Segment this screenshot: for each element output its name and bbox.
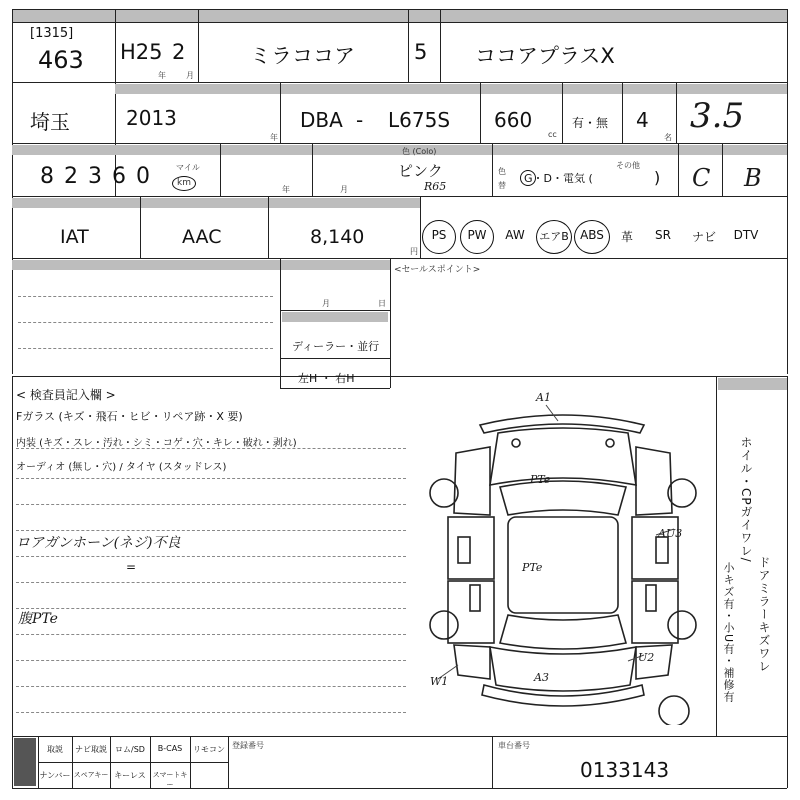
inspector-line1: Fガラス (キズ・飛石・ヒビ・リペア跡・X 要) [16, 410, 243, 423]
fuel-close: ) [654, 168, 661, 187]
rule [787, 736, 788, 788]
dotted-line [16, 660, 406, 661]
fuel: G・D・電気 ( [524, 172, 593, 185]
front-right-light [606, 439, 614, 447]
dotted-line [16, 634, 406, 635]
year-unit: 年 [270, 133, 278, 142]
chassis-number-label: 車台番号 [498, 741, 530, 750]
sidebar-note-1: ホイル・CPガイワレ/ [739, 436, 753, 563]
dotted-line [16, 712, 406, 713]
dotted-line [16, 556, 406, 557]
score: 3.5 [690, 96, 745, 136]
inspect-month-unit: 月 [340, 185, 348, 194]
rear-window [500, 615, 626, 649]
grade: ココアプラスX [475, 44, 615, 68]
inspector-heading: < 検査員記入欄 > [16, 388, 116, 402]
trunk [490, 647, 636, 691]
mark-a1: A1 [536, 391, 551, 404]
rule [440, 9, 441, 83]
dotted-line [16, 504, 406, 505]
mileage: 82360 [40, 164, 160, 189]
rule [480, 82, 481, 144]
header-band-row1 [12, 10, 787, 22]
header-band-row5 [12, 260, 390, 270]
rule [12, 82, 787, 83]
dotted-line [16, 582, 406, 583]
option-ps: PS [431, 228, 447, 242]
rule [408, 9, 409, 83]
chassis-prefix: DBA [300, 108, 343, 132]
item-spare-key: スペアキー [73, 771, 109, 779]
fuel-other-label: その他 [616, 161, 640, 170]
rule [12, 376, 13, 736]
memo-line [18, 296, 273, 297]
left-front-door [448, 517, 494, 579]
rule [312, 143, 313, 197]
dotted-line [16, 478, 406, 479]
lot-tag: [1315] [30, 26, 74, 41]
item-manual: 取説 [47, 745, 63, 754]
windshield [500, 481, 626, 515]
rule [12, 788, 787, 789]
mark-u2: U2 [638, 651, 655, 664]
item-number: ナンバー [39, 771, 71, 780]
transmission: IAT [60, 226, 89, 248]
mark-w1: W1 [430, 675, 449, 688]
model-name: ミラココア [250, 44, 355, 68]
color-small-b: 替 [498, 181, 506, 190]
header-band-dealer [282, 312, 388, 322]
option-navi: ナビ [691, 230, 716, 244]
hood [490, 428, 636, 485]
rule [492, 143, 493, 197]
sales-point-label: <セールスポイント> [394, 265, 481, 275]
reg-year-era: H25 [120, 40, 163, 64]
rule [12, 9, 787, 10]
chassis-code: L675S [388, 108, 451, 132]
inspector-note-1: ロアガンホーン(ネジ)不良 [16, 535, 181, 551]
rule [38, 762, 228, 763]
mark-pte-roof: PTe [522, 561, 543, 574]
rule [787, 9, 788, 374]
rule [716, 376, 717, 736]
leader-a1 [546, 405, 558, 421]
left-mirror [458, 537, 470, 563]
rule [280, 358, 390, 359]
rule [676, 82, 677, 144]
left-rear-fender [454, 645, 490, 679]
item-rom-sd: ロム/SD [115, 745, 145, 754]
rule [787, 376, 788, 736]
option-pw: PW [467, 228, 487, 242]
rule [280, 258, 281, 388]
option-dtv: DTV [733, 228, 759, 242]
lot-number: 463 [38, 46, 84, 74]
mark-pte-hood: PTe [530, 473, 551, 486]
recycle-fee: 8,140 [310, 226, 365, 248]
item-navi-manual: ナビ取説 [75, 745, 107, 754]
header-band-row2 [115, 84, 787, 94]
item-keyless: キーレス [114, 771, 146, 780]
item-smart-key: スマートキー [152, 771, 188, 789]
header-band-row3 [12, 145, 787, 155]
right-front-fender [636, 447, 672, 515]
exterior-grade: C [692, 164, 711, 192]
rule [228, 736, 229, 788]
cc-unit: cc [548, 130, 557, 139]
dealer: ディーラー・並行 [292, 340, 380, 353]
rule [220, 143, 221, 197]
rule [12, 22, 787, 23]
wheel-front-left [430, 479, 458, 507]
dotted-line [16, 530, 406, 531]
mark-au3: AU3 [658, 527, 683, 540]
item-remote: リモコン [193, 745, 225, 754]
steering: 左H ・ 右H [298, 372, 355, 385]
rule [280, 82, 281, 144]
reg-number-label: 登録番号 [232, 741, 264, 750]
displacement: 660 [494, 108, 533, 132]
item-b-cas: B-CAS [157, 744, 183, 753]
rule [678, 143, 679, 197]
reg-month: 2 [172, 40, 186, 64]
bottom-label-block [14, 738, 36, 786]
rule [12, 9, 13, 374]
color-small-a: 色 [498, 167, 506, 176]
inspector-line2: 内装 (キズ・スレ・汚れ・シミ・コゲ・穴・キレ・破れ・剥れ) [16, 438, 297, 449]
day-field: 日 [378, 299, 386, 308]
rule [12, 736, 787, 737]
rule [722, 143, 723, 197]
front-left-light [512, 439, 520, 447]
left-window [470, 585, 480, 611]
mark-a3: A3 [534, 671, 549, 684]
memo-line [18, 348, 273, 349]
chassis-dash: - [356, 108, 364, 132]
rule [562, 82, 563, 144]
color-code: R65 [424, 180, 447, 193]
wheel-rear-right [668, 611, 696, 639]
front-bumper [480, 415, 644, 433]
spare-wheel [659, 696, 689, 725]
rear-bumper [482, 685, 644, 706]
inspector-note-2: = [126, 560, 137, 574]
rule [390, 258, 391, 388]
seats: 4 [636, 108, 649, 132]
dotted-line [16, 448, 406, 449]
sidebar-note-3: 小キズ有・小U有・補修有 [722, 562, 735, 704]
rule [268, 196, 269, 259]
rule [12, 376, 787, 377]
inspector-note-3: 腹PTe [18, 611, 58, 627]
month-field: 月 [322, 299, 330, 308]
mileage-unit-mile: マイル [176, 163, 200, 172]
region: 埼玉 [30, 110, 70, 134]
option-airbag: エアB [539, 230, 569, 243]
doors: 5 [414, 40, 428, 64]
turbo: 有・無 [572, 116, 609, 130]
rule [12, 736, 13, 788]
wheel-front-right [668, 479, 696, 507]
rule [280, 310, 390, 311]
rule [280, 388, 390, 389]
mileage-unit-km: km [177, 178, 191, 188]
color-label: 色 (Colo) [402, 147, 437, 156]
inspector-line3: オーディオ (無し・穴) / タイヤ (スタッドレス) [16, 462, 227, 473]
aircon: AAC [182, 226, 222, 248]
yen-unit: 円 [410, 247, 418, 256]
rule [198, 9, 199, 83]
header-band-row4 [12, 198, 420, 208]
month-small: 月 [186, 71, 194, 80]
car-diagram [418, 385, 708, 725]
option-sr: SR [655, 228, 671, 242]
color: ピンク [398, 162, 443, 180]
year-small: 年 [158, 71, 166, 80]
wheel-rear-left [430, 611, 458, 639]
memo-line [18, 322, 273, 323]
rule [420, 196, 421, 259]
inspect-year-unit: 年 [282, 185, 290, 194]
rule [492, 736, 493, 788]
dotted-line [16, 608, 406, 609]
chassis-number: 0133143 [580, 758, 670, 782]
rule [622, 82, 623, 144]
rule [140, 196, 141, 259]
sidebar-note-2: ドアミラーキズワレ [757, 556, 771, 673]
left-front-fender [454, 447, 490, 515]
option-aw: AW [505, 228, 525, 242]
rule [12, 196, 787, 197]
header-band-sidebar [718, 378, 787, 390]
right-mirror [656, 537, 668, 563]
rule [12, 143, 787, 144]
option-abs: ABS [580, 228, 604, 242]
dotted-line [16, 686, 406, 687]
seats-unit: 名 [664, 133, 672, 142]
rule [12, 258, 787, 259]
option-leather: 革 [620, 230, 633, 244]
first-reg-year: 2013 [126, 106, 177, 130]
interior-grade: B [744, 164, 762, 192]
right-window [646, 585, 656, 611]
